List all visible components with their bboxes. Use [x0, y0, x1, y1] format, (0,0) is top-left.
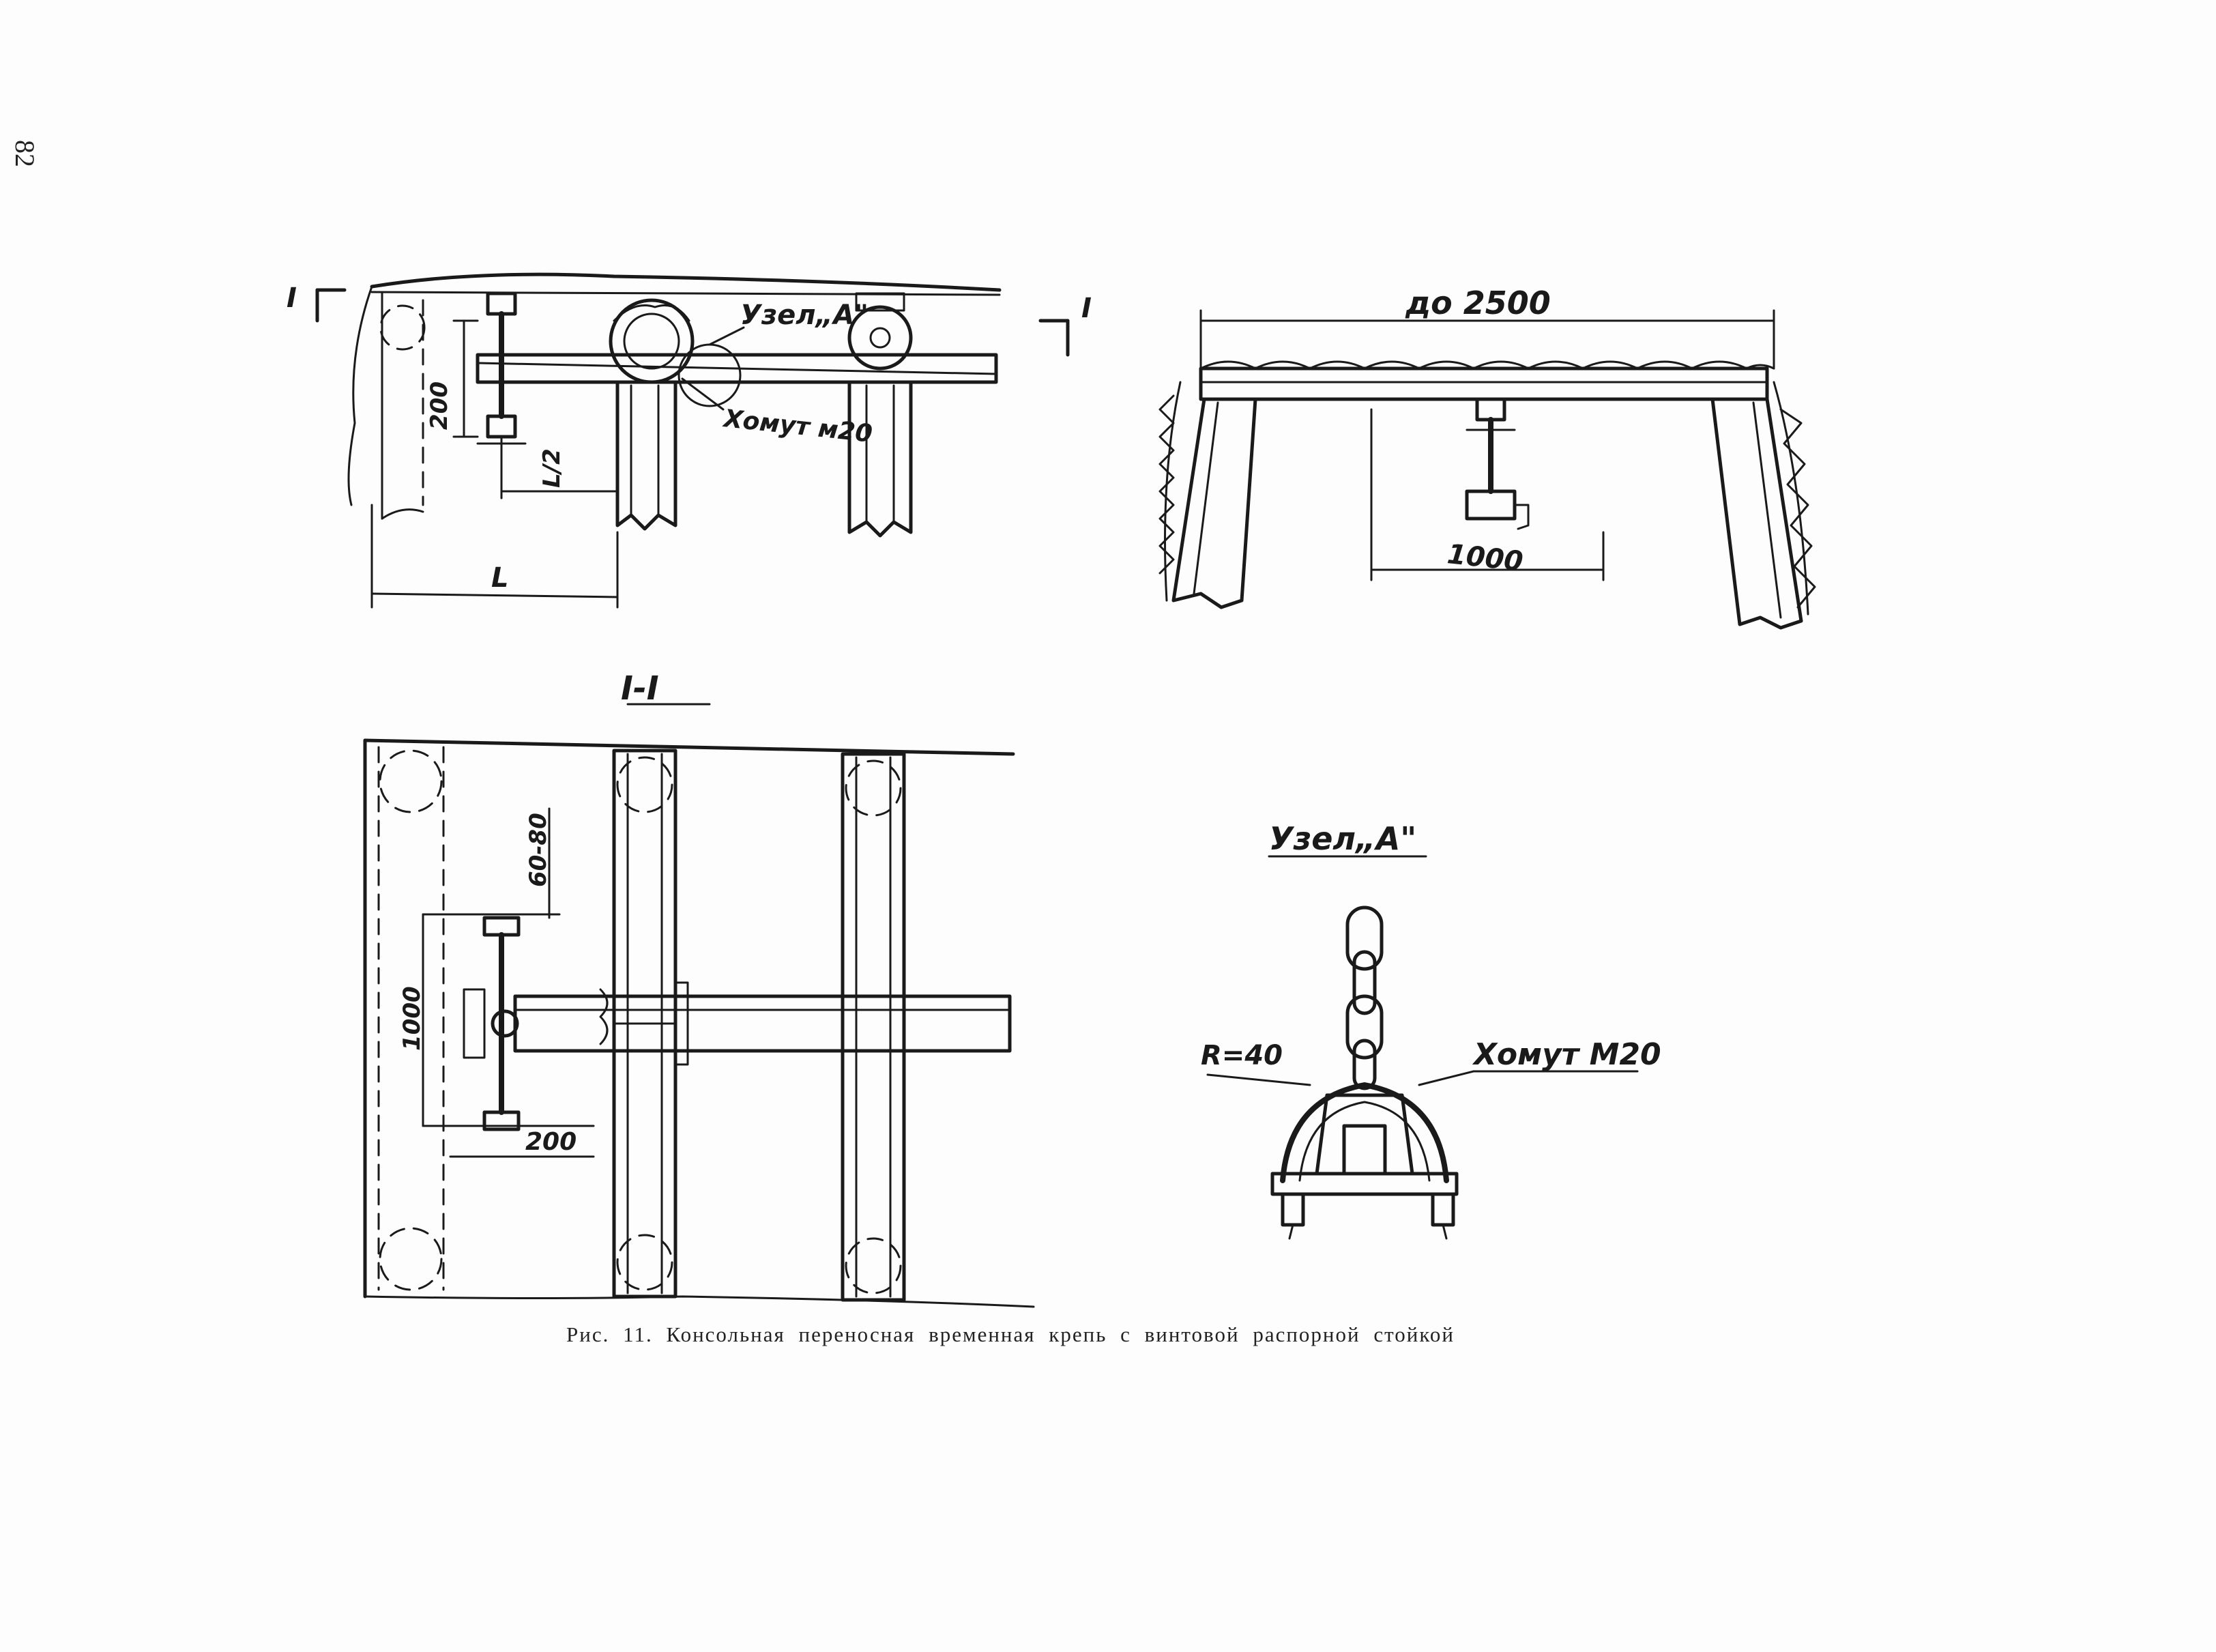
clamp-nuts	[1283, 1194, 1453, 1238]
node-title: Узел„А"	[1269, 820, 1417, 857]
page-number: 82	[10, 140, 40, 167]
section-right-prop	[843, 754, 904, 1300]
radius-label: R=40	[1201, 1040, 1283, 1071]
section-jack	[464, 918, 519, 1129]
dim-total-text: L	[491, 562, 509, 594]
section-title: I-I	[621, 669, 659, 708]
section-bottom-line	[365, 1296, 1034, 1307]
front-screw-jack	[1467, 399, 1528, 529]
clamp-label: Хомут м20	[723, 405, 874, 448]
side-elevation-view	[287, 274, 1092, 607]
chain-links	[1347, 908, 1382, 1088]
clamp-profile	[1317, 1095, 1412, 1174]
section-mark-right: I	[1081, 293, 1092, 324]
node-clamp-label: Хомут М20	[1474, 1037, 1661, 1072]
middle-prop	[617, 382, 675, 529]
clamp-u-bolt	[1283, 1085, 1446, 1180]
section-top-line	[365, 740, 1013, 754]
roof-line-lower	[372, 292, 1000, 295]
dim-200-text: 200	[426, 381, 453, 430]
section-view	[365, 669, 1034, 1307]
roof-line	[372, 274, 1000, 290]
section-mark-left: I	[287, 282, 297, 314]
dim-half-text: L/2	[538, 448, 566, 488]
figure-caption: Рис. 11. Консольная переносная временная крепь с винтовой распорной стойкой	[566, 1322, 1455, 1346]
leader-clamp-m20	[1419, 1071, 1474, 1085]
front-elevation-view	[1160, 285, 1815, 628]
section-beam	[515, 996, 1010, 1051]
dim-gap-text: 60-80	[525, 813, 552, 887]
node-detail-view	[1201, 820, 1661, 1238]
left-prop	[381, 293, 424, 519]
cantilever-beam	[478, 355, 996, 382]
leader-node	[710, 328, 744, 345]
dim-total-line	[372, 594, 617, 597]
dim-span-text: до 2500	[1405, 285, 1551, 321]
dim-height-text: 1000	[398, 986, 426, 1051]
node-label: Узел„А"	[740, 300, 869, 331]
cap-beam	[1201, 368, 1767, 399]
leader-radius	[1208, 1075, 1310, 1085]
dim-width-text: 200	[525, 1128, 577, 1156]
dim-jack-text: 1000	[1445, 538, 1525, 578]
rock-face-left	[349, 287, 372, 505]
